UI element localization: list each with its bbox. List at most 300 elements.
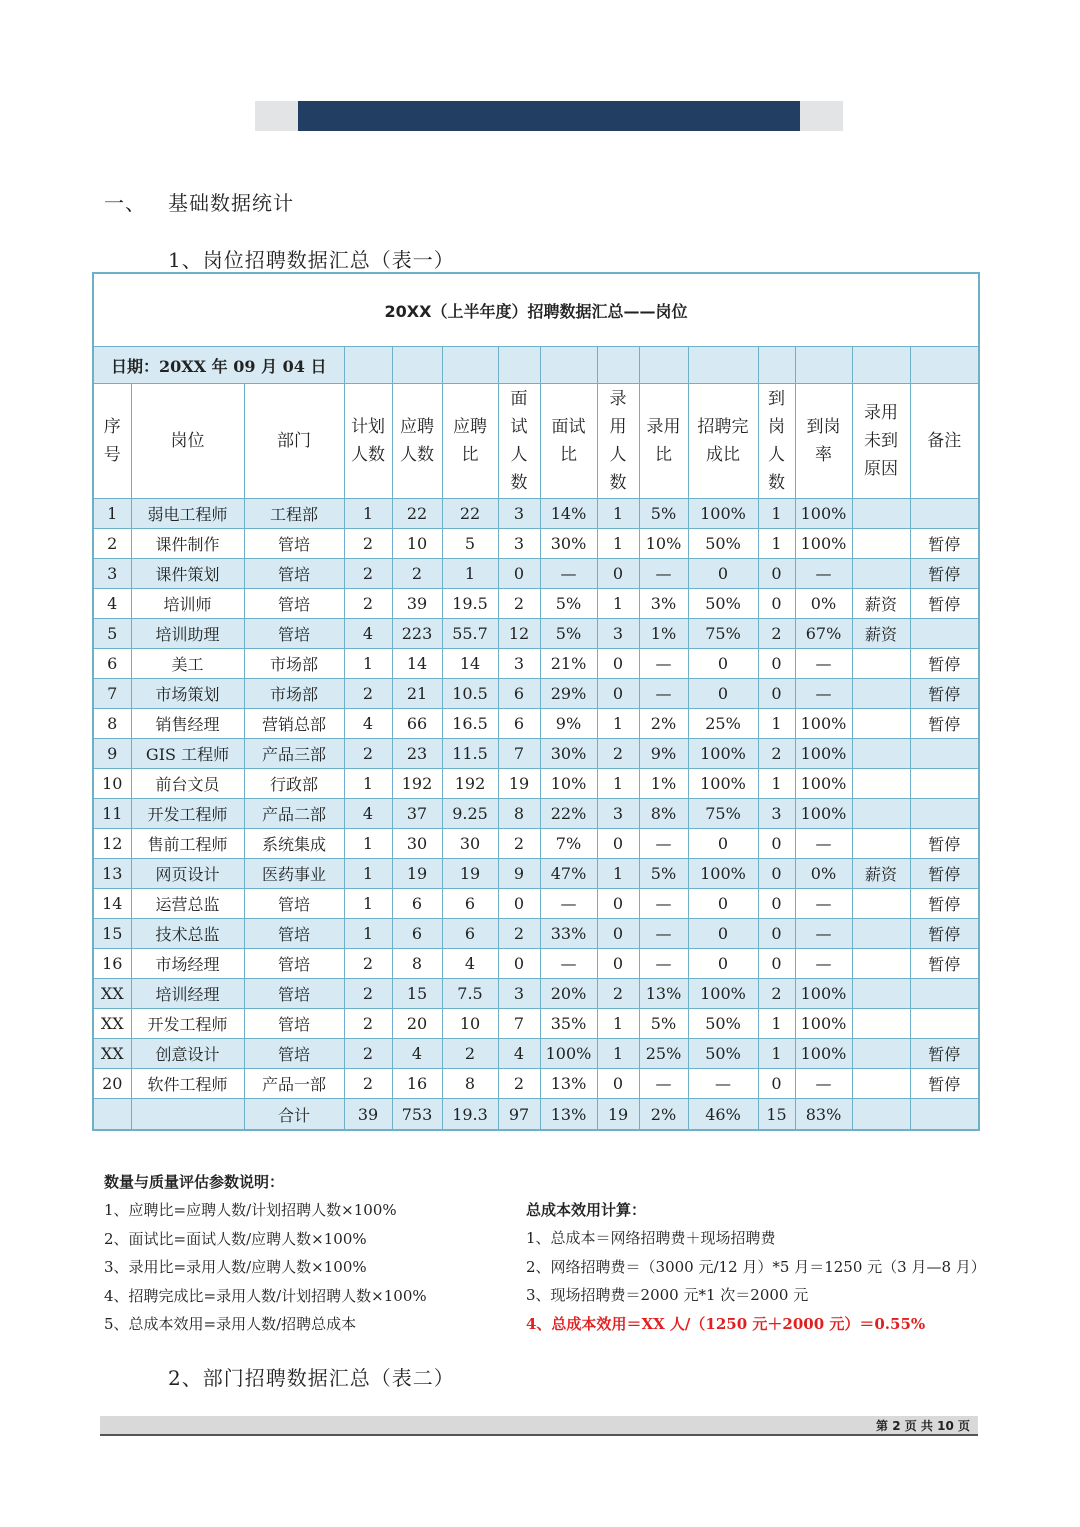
table-cell: 30 bbox=[392, 829, 442, 859]
table-cell: 13% bbox=[540, 1069, 597, 1099]
table-cell bbox=[910, 739, 979, 769]
table-cell: 0 bbox=[758, 829, 795, 859]
table-cell: 0 bbox=[758, 1069, 795, 1099]
note-item: 3、录用比=录用人数/应聘人数×100% bbox=[104, 1258, 367, 1277]
table-cell: 100% bbox=[540, 1039, 597, 1069]
header-cell: 岗位 bbox=[131, 384, 244, 499]
table-cell: 6 bbox=[442, 919, 498, 949]
table-cell: 0 bbox=[688, 679, 758, 709]
total-cell: 合计 bbox=[244, 1099, 344, 1131]
header-cell: 序号 bbox=[93, 384, 131, 499]
table-cell bbox=[852, 559, 910, 589]
table-cell bbox=[852, 499, 910, 529]
table-cell: 暂停 bbox=[910, 949, 979, 979]
table-cell: — bbox=[795, 949, 852, 979]
table-cell: 0 bbox=[758, 859, 795, 889]
note-item: 1、应聘比=应聘人数/计划招聘人数×100% bbox=[104, 1201, 397, 1220]
table-cell bbox=[910, 769, 979, 799]
parameter-notes-heading: 数量与质量评估参数说明： bbox=[104, 1173, 285, 1191]
table-row bbox=[93, 1039, 979, 1069]
table-row bbox=[93, 589, 979, 619]
table-cell: 0 bbox=[597, 949, 639, 979]
table-cell: — bbox=[639, 679, 688, 709]
table-cell bbox=[852, 709, 910, 739]
table-cell bbox=[852, 949, 910, 979]
table-cell: 19 bbox=[392, 859, 442, 889]
table-cell: 1 bbox=[344, 649, 392, 679]
table-cell bbox=[852, 889, 910, 919]
table-cell: 11.5 bbox=[442, 739, 498, 769]
table-row bbox=[93, 739, 979, 769]
table-cell: 1 bbox=[597, 1009, 639, 1039]
table-cell: 2 bbox=[758, 979, 795, 1009]
table-cell: — bbox=[639, 559, 688, 589]
table-cell: 销售经理 bbox=[131, 709, 244, 739]
table-cell: GIS 工程师 bbox=[131, 739, 244, 769]
table-cell: 1 bbox=[93, 499, 131, 529]
table-cell: 100% bbox=[795, 799, 852, 829]
table-cell: 暂停 bbox=[910, 859, 979, 889]
table-cell bbox=[852, 739, 910, 769]
table-cell: 4 bbox=[498, 1039, 540, 1069]
table-row bbox=[93, 649, 979, 679]
table-cell: 2 bbox=[344, 559, 392, 589]
table-cell: 开发工程师 bbox=[131, 1009, 244, 1039]
total-cell: 83% bbox=[795, 1099, 852, 1131]
table-cell: 10% bbox=[540, 769, 597, 799]
header-cell: 应聘人数 bbox=[392, 384, 442, 499]
table-cell: 20 bbox=[93, 1069, 131, 1099]
table-cell: 13% bbox=[639, 979, 688, 1009]
table-cell: 9% bbox=[540, 709, 597, 739]
table-cell: 创意设计 bbox=[131, 1039, 244, 1069]
table-cell bbox=[852, 979, 910, 1009]
table-cell: 培训助理 bbox=[131, 619, 244, 649]
table-cell: 11 bbox=[93, 799, 131, 829]
table-cell: 1 bbox=[597, 589, 639, 619]
table-cell: 8 bbox=[498, 799, 540, 829]
table-cell: 0 bbox=[597, 649, 639, 679]
table-cell: 15 bbox=[93, 919, 131, 949]
table-cell bbox=[910, 799, 979, 829]
header-cell: 录用人数 bbox=[597, 384, 639, 499]
table-cell: 4 bbox=[93, 589, 131, 619]
section-heading bbox=[104, 187, 294, 216]
table-cell: 6 bbox=[498, 709, 540, 739]
table-cell: — bbox=[795, 829, 852, 859]
table-cell: — bbox=[795, 889, 852, 919]
table-cell: 管培 bbox=[244, 619, 344, 649]
table-cell: 2 bbox=[597, 739, 639, 769]
table-cell: 6 bbox=[392, 919, 442, 949]
subsection-title-2: 2、部门招聘数据汇总（表二） bbox=[168, 1366, 455, 1390]
table-row bbox=[93, 799, 979, 829]
table-cell: 4 bbox=[344, 799, 392, 829]
total-cell: 39 bbox=[344, 1099, 392, 1131]
table-cell: 10 bbox=[392, 529, 442, 559]
table-cell: 5 bbox=[93, 619, 131, 649]
table-cell: 21 bbox=[392, 679, 442, 709]
table-cell: — bbox=[795, 679, 852, 709]
table-cell: 0 bbox=[597, 559, 639, 589]
table-cell: — bbox=[540, 559, 597, 589]
table-cell: 培训经理 bbox=[131, 979, 244, 1009]
table-cell: 暂停 bbox=[910, 649, 979, 679]
table-cell: 100% bbox=[688, 499, 758, 529]
header-cell: 到岗人数 bbox=[758, 384, 795, 499]
table-cell: 21% bbox=[540, 649, 597, 679]
table-cell: 弱电工程师 bbox=[131, 499, 244, 529]
table-cell: 3 bbox=[597, 619, 639, 649]
table-cell: 1 bbox=[344, 919, 392, 949]
total-cell: 97 bbox=[498, 1099, 540, 1131]
header-cell: 面试比 bbox=[540, 384, 597, 499]
table-cell: 2 bbox=[344, 679, 392, 709]
header-bar bbox=[298, 101, 800, 131]
table-cell: 13 bbox=[93, 859, 131, 889]
table-cell: 培训师 bbox=[131, 589, 244, 619]
page-number: 第 2 页 共 10 页 bbox=[876, 1419, 970, 1433]
table-row bbox=[93, 859, 979, 889]
table-caption: 20XX（上半年度）招聘数据汇总——岗位 bbox=[93, 273, 979, 347]
cost-item: 2、网络招聘费＝（3000 元/12 月）*5 月＝1250 元（3 月—8 月） bbox=[526, 1257, 986, 1276]
table-cell: 6 bbox=[498, 679, 540, 709]
table-cell: 14 bbox=[392, 649, 442, 679]
table-cell: 3 bbox=[498, 529, 540, 559]
table-cell: 1 bbox=[597, 529, 639, 559]
table-cell: 3 bbox=[498, 499, 540, 529]
table-cell: 4 bbox=[442, 949, 498, 979]
table-cell: 0 bbox=[688, 949, 758, 979]
note-item: 5、总成本效用=录用人数/招聘总成本 bbox=[104, 1315, 357, 1334]
table-cell: 暂停 bbox=[910, 679, 979, 709]
table-cell: 1% bbox=[639, 769, 688, 799]
table-cell: 1 bbox=[758, 529, 795, 559]
table-cell: 10.5 bbox=[442, 679, 498, 709]
table-cell bbox=[852, 1069, 910, 1099]
table-cell: 8% bbox=[639, 799, 688, 829]
table-cell: — bbox=[639, 1069, 688, 1099]
table-cell: 3 bbox=[498, 649, 540, 679]
table-cell bbox=[852, 919, 910, 949]
table-cell: 2 bbox=[344, 589, 392, 619]
table-cell: 30% bbox=[540, 739, 597, 769]
table-cell: 1 bbox=[344, 859, 392, 889]
table-cell: 软件工程师 bbox=[131, 1069, 244, 1099]
table-cell: 12 bbox=[93, 829, 131, 859]
table-cell: 1 bbox=[344, 829, 392, 859]
cost-notes-heading: 总成本效用计算： bbox=[526, 1201, 647, 1219]
table-cell: 6 bbox=[442, 889, 498, 919]
table-cell: 7 bbox=[498, 739, 540, 769]
table-cell: 12 bbox=[498, 619, 540, 649]
table-cell: 0 bbox=[758, 649, 795, 679]
table-cell: 5% bbox=[540, 589, 597, 619]
table-cell: 管培 bbox=[244, 919, 344, 949]
table-cell: 7.5 bbox=[442, 979, 498, 1009]
table-cell: 管培 bbox=[244, 949, 344, 979]
table-cell: 管培 bbox=[244, 589, 344, 619]
table-cell: — bbox=[540, 889, 597, 919]
table-cell: 100% bbox=[795, 709, 852, 739]
table-cell: 35% bbox=[540, 1009, 597, 1039]
table-cell: 4 bbox=[344, 709, 392, 739]
table-row bbox=[93, 1069, 979, 1099]
table-cell: 0% bbox=[795, 859, 852, 889]
table-cell: 33% bbox=[540, 919, 597, 949]
table-cell: 100% bbox=[795, 979, 852, 1009]
table-cell: 暂停 bbox=[910, 709, 979, 739]
table-cell: 暂停 bbox=[910, 1069, 979, 1099]
table-cell bbox=[852, 829, 910, 859]
table-cell: 6 bbox=[392, 889, 442, 919]
section-title: 基础数据统计 bbox=[168, 191, 294, 215]
table-row bbox=[93, 619, 979, 649]
table-cell: XX bbox=[93, 1009, 131, 1039]
table-cell: — bbox=[795, 649, 852, 679]
table-cell bbox=[852, 529, 910, 559]
table-cell: 66 bbox=[392, 709, 442, 739]
table-cell bbox=[910, 979, 979, 1009]
table-cell: 2 bbox=[344, 979, 392, 1009]
table-cell: 100% bbox=[795, 499, 852, 529]
table-cell: 0 bbox=[758, 889, 795, 919]
table-cell: 55.7 bbox=[442, 619, 498, 649]
table-cell: 2 bbox=[758, 739, 795, 769]
table-cell: 2% bbox=[639, 709, 688, 739]
total-cell bbox=[131, 1099, 244, 1131]
recruitment-table bbox=[92, 272, 980, 1131]
table-cell: 0 bbox=[597, 889, 639, 919]
table-cell: 9% bbox=[639, 739, 688, 769]
table-cell: 2 bbox=[93, 529, 131, 559]
table-row bbox=[93, 919, 979, 949]
table-cell: 5% bbox=[540, 619, 597, 649]
table-cell bbox=[910, 1009, 979, 1039]
table-cell: 2 bbox=[597, 979, 639, 1009]
table-cell: 14 bbox=[442, 649, 498, 679]
table-cell: 薪资 bbox=[852, 619, 910, 649]
table-cell: XX bbox=[93, 1039, 131, 1069]
table-cell: — bbox=[688, 1069, 758, 1099]
table-cell bbox=[852, 649, 910, 679]
table-cell: 0 bbox=[758, 919, 795, 949]
table-cell: XX bbox=[93, 979, 131, 1009]
cost-item: 3、现场招聘费＝2000 元*1 次＝2000 元 bbox=[526, 1286, 809, 1305]
table-cell: — bbox=[795, 1069, 852, 1099]
table-cell: 20 bbox=[392, 1009, 442, 1039]
total-cell: 19 bbox=[597, 1099, 639, 1131]
table-cell: 29% bbox=[540, 679, 597, 709]
table-cell: 0 bbox=[758, 559, 795, 589]
table-cell: 暂停 bbox=[910, 589, 979, 619]
table-cell: 192 bbox=[442, 769, 498, 799]
table-cell: 8 bbox=[442, 1069, 498, 1099]
table-cell: 7 bbox=[93, 679, 131, 709]
table-cell: 运营总监 bbox=[131, 889, 244, 919]
table-cell: — bbox=[540, 949, 597, 979]
table-cell: 美工 bbox=[131, 649, 244, 679]
table-cell: 2 bbox=[498, 589, 540, 619]
table-cell: 19.5 bbox=[442, 589, 498, 619]
table-cell: 30 bbox=[442, 829, 498, 859]
table-row bbox=[93, 769, 979, 799]
table-cell: 1 bbox=[344, 499, 392, 529]
table-cell: 0 bbox=[688, 829, 758, 859]
table-cell: 管培 bbox=[244, 559, 344, 589]
total-cell: 2% bbox=[639, 1099, 688, 1131]
table-cell: 管培 bbox=[244, 1039, 344, 1069]
header-cell: 计划人数 bbox=[344, 384, 392, 499]
table-cell: 100% bbox=[795, 1009, 852, 1039]
table-cell: 系统集成 bbox=[244, 829, 344, 859]
total-cell: 13% bbox=[540, 1099, 597, 1131]
table-cell: 25% bbox=[688, 709, 758, 739]
table-cell: — bbox=[795, 919, 852, 949]
table-cell: — bbox=[639, 889, 688, 919]
table-cell bbox=[852, 1009, 910, 1039]
table-cell: 前台文员 bbox=[131, 769, 244, 799]
table-cell: 薪资 bbox=[852, 859, 910, 889]
table-cell: 9 bbox=[93, 739, 131, 769]
table-row bbox=[93, 499, 979, 529]
header-cell: 备注 bbox=[910, 384, 979, 499]
section-number: 一、 bbox=[104, 191, 146, 215]
table-cell: 暂停 bbox=[910, 529, 979, 559]
table-cell: 39 bbox=[392, 589, 442, 619]
table-cell: 19 bbox=[498, 769, 540, 799]
table-cell: 暂停 bbox=[910, 1039, 979, 1069]
subsection-title-1: 1、岗位招聘数据汇总（表一） bbox=[168, 248, 455, 272]
total-cell bbox=[910, 1099, 979, 1131]
table-cell: 1% bbox=[639, 619, 688, 649]
table-cell: 2 bbox=[344, 1009, 392, 1039]
table-cell: 管培 bbox=[244, 979, 344, 1009]
table-cell: 网页设计 bbox=[131, 859, 244, 889]
table-cell: 19 bbox=[442, 859, 498, 889]
header-cell: 部门 bbox=[244, 384, 344, 499]
total-cell: 15 bbox=[758, 1099, 795, 1131]
table-cell: 0 bbox=[758, 949, 795, 979]
table-cell: 1 bbox=[758, 1009, 795, 1039]
table-cell: 1 bbox=[758, 1039, 795, 1069]
table-cell: 223 bbox=[392, 619, 442, 649]
table-cell: 0 bbox=[597, 679, 639, 709]
table-cell: 22% bbox=[540, 799, 597, 829]
table-cell: 4 bbox=[344, 619, 392, 649]
table-cell: 50% bbox=[688, 589, 758, 619]
table-cell: 2 bbox=[498, 919, 540, 949]
table-cell: 47% bbox=[540, 859, 597, 889]
table-cell: 2 bbox=[758, 619, 795, 649]
table-cell: 营销总部 bbox=[244, 709, 344, 739]
table-cell: 1 bbox=[597, 859, 639, 889]
table-cell: 23 bbox=[392, 739, 442, 769]
table-cell: 技术总监 bbox=[131, 919, 244, 949]
header-cell: 招聘完成比 bbox=[688, 384, 758, 499]
table-cell: 15 bbox=[392, 979, 442, 1009]
table-cell: 0% bbox=[795, 589, 852, 619]
table-cell: 25% bbox=[639, 1039, 688, 1069]
table-cell: 3 bbox=[758, 799, 795, 829]
table-cell: 2 bbox=[344, 1069, 392, 1099]
table-cell: 100% bbox=[688, 979, 758, 1009]
table-cell: 1 bbox=[758, 499, 795, 529]
total-cell: 46% bbox=[688, 1099, 758, 1131]
note-item: 4、招聘完成比=录用人数/计划招聘人数×100% bbox=[104, 1286, 427, 1305]
table-cell: 2 bbox=[344, 739, 392, 769]
table-cell: 课件制作 bbox=[131, 529, 244, 559]
table-cell: 暂停 bbox=[910, 829, 979, 859]
table-cell: 100% bbox=[688, 769, 758, 799]
table-cell: 16 bbox=[93, 949, 131, 979]
table-cell: 14 bbox=[93, 889, 131, 919]
table-cell: 2 bbox=[344, 949, 392, 979]
note-item: 2、面试比=面试人数/应聘人数×100% bbox=[104, 1229, 367, 1248]
table-cell: 5% bbox=[639, 1009, 688, 1039]
footer-bar bbox=[100, 1416, 978, 1436]
table-cell: 3 bbox=[498, 979, 540, 1009]
table-cell: — bbox=[639, 829, 688, 859]
table-cell: 0 bbox=[498, 889, 540, 919]
table-cell: 75% bbox=[688, 799, 758, 829]
table-cell: 产品三部 bbox=[244, 739, 344, 769]
table-cell: 7 bbox=[498, 1009, 540, 1039]
total-cell bbox=[852, 1099, 910, 1131]
table-cell: 14% bbox=[540, 499, 597, 529]
table-cell: 37 bbox=[392, 799, 442, 829]
table-cell: 22 bbox=[392, 499, 442, 529]
total-cell: 19.3 bbox=[442, 1099, 498, 1131]
table-header-row bbox=[93, 384, 979, 499]
table-cell: 10 bbox=[93, 769, 131, 799]
table-cell: 4 bbox=[392, 1039, 442, 1069]
table-cell: — bbox=[795, 559, 852, 589]
table-cell: 0 bbox=[498, 949, 540, 979]
table-cell: 100% bbox=[795, 739, 852, 769]
table-cell: 100% bbox=[795, 769, 852, 799]
table-cell: 暂停 bbox=[910, 889, 979, 919]
table-row bbox=[93, 979, 979, 1009]
table-cell: 1 bbox=[344, 889, 392, 919]
table-cell bbox=[852, 799, 910, 829]
table-row bbox=[93, 529, 979, 559]
table-row bbox=[93, 679, 979, 709]
total-cell: 753 bbox=[392, 1099, 442, 1131]
table-cell: 67% bbox=[795, 619, 852, 649]
table-cell: 0 bbox=[498, 559, 540, 589]
table-cell: 2 bbox=[498, 1069, 540, 1099]
table-row bbox=[93, 709, 979, 739]
table-cell bbox=[852, 769, 910, 799]
table-cell: 50% bbox=[688, 1039, 758, 1069]
cost-notes bbox=[526, 1196, 986, 1338]
table-cell: 192 bbox=[392, 769, 442, 799]
header-cell: 录用比 bbox=[639, 384, 688, 499]
table-cell: 0 bbox=[688, 559, 758, 589]
table-cell: 10% bbox=[639, 529, 688, 559]
table-cell: 100% bbox=[688, 859, 758, 889]
table-cell: 薪资 bbox=[852, 589, 910, 619]
table-cell: 1 bbox=[442, 559, 498, 589]
table-cell: 2 bbox=[344, 1039, 392, 1069]
header-cell: 到岗率 bbox=[795, 384, 852, 499]
table-cell: 产品二部 bbox=[244, 799, 344, 829]
cost-highlight: 4、总成本效用＝XX 人/（1250 元＋2000 元）＝0.55% bbox=[526, 1314, 926, 1333]
table-cell: 2 bbox=[392, 559, 442, 589]
table-cell: 100% bbox=[795, 529, 852, 559]
table-cell: 1 bbox=[344, 769, 392, 799]
